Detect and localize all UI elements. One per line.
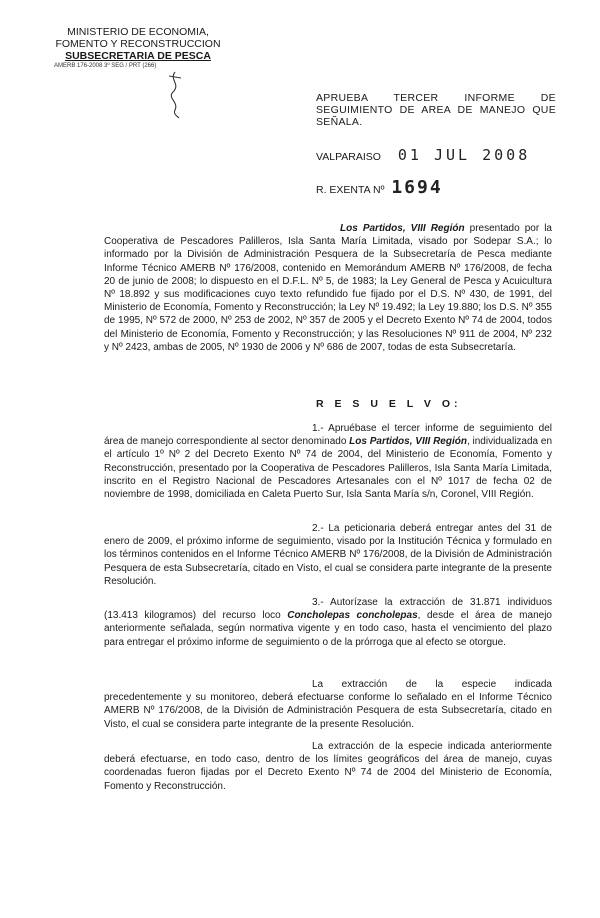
date-stamp: 01 JUL 2008 [397,146,531,164]
resolution-subject: APRUEBA TERCER INFORME DE SEGUIMIENTO DE AREA DE MANEJO QUE SEÑALA. [316,92,556,128]
visto-paragraph [104,222,552,354]
handwritten-mark-icon [155,70,195,120]
article-1 [104,422,552,501]
article-3-text-b: , desde el área de manejo anteriormente señalada, según normativa vigente y en todo caso, hasta el vencimiento del plazo para entregar el próximo informe de seguimiento o de la prórroga que al efecto se otorgue. [104,610,552,648]
ministry-subname: FOMENTO Y RECONSTRUCCION [55,38,221,50]
resolution-number-line [316,177,443,198]
resolution-number: 1694 [391,177,443,198]
date-place: VALPARAISO [316,151,381,163]
article-1-emphasis: Los Partidos, VIII Región [349,436,467,448]
article-3 [104,596,552,649]
ministry-name: MINISTERIO DE ECONOMIA, [67,26,209,38]
paragraph-extraction-monitoring: La extracción de la especie indicada precedentemente y su monitoreo, deberá efectuarse conforme lo señalado en el Informe Técnico AMERB Nº 176/2008, de la División de Administración Pesquera de esta Subsecretaría, citado en Visto, el cual se considera parte integrante de la presente Resolución. [104,679,552,730]
visto-emphasis: Los Partidos, VIII Región [340,223,465,234]
reference-code: AMERB 176-2008 3º SEG / PRT (266) [54,63,157,69]
article-1-text-b: , individualizada en el artículo 1º Nº 2 del Decreto Exento Nº 74 de 2004, del Ministerio de Economía, Fomento y Reconstrucción, presentado por la Cooperativa de Pescadores Palilleros, Isla Santa María Limitada, inscrito en el Registro Nacional de Pescadores Artesanales con el Nº 1017 de fecha 02 de noviembre de 1998, domiciliada en Caleta Puerto Sur, Isla Santa María s/n, Coronel, VIII Región. [104,436,553,501]
date-line [316,146,530,164]
subsecretaria-name: SUBSECRETARIA DE PESCA [65,50,211,62]
article-2: 2.- La peticionaria deberá entregar antes del 31 de enero de 2009, el próximo informe de seguimiento, visado por la Institución Técnica y formulado en los términos contenidos en el Informe Técnico AMERB Nº 176/2008, de la División de Administración Pesquera de esta Subsecretaría, citado en Visto, el cual se considera parte integrante de la presente Resolución. [104,523,552,587]
article-3-emphasis: Concholepas concholepas [287,610,418,622]
paragraph-extraction-limits: La extracción de la especie indicada anteriormente deberá efectuarse, en todo caso, dentro de los límites geográficos del área de manejo, cuyas coordenadas fueron fijadas por el Decreto Exento Nº 74 de 2004 del Ministerio de Economía, Fomento y Reconstrucción. [104,741,552,792]
article-3-text-a: 3.- Autorízase la extracción de 31.871 individuos (13.413 kilogramos) del recurso loco [104,597,552,622]
resuelvo-heading: R E S U E L V O: [316,398,462,410]
visto-text-b: presentado por la Cooperativa de Pescadores Palilleros, Isla Santa María Limitada, visado por Sodepar S.A.; lo informado por la División de Administración Pesquera de la Subsecretaría de Pesca mediante Informe Técnico AMERB Nº 176/2008, contenido en Memorándum AMERB Nº 176/2008, de fecha 20 de junio de 2008; lo dispuesto en el D.F.L. Nº 5, de 1983; la Ley General de Pesca y Acuicultura Nº 18.892 y sus modificaciones cuyo texto refundido fue fijado por el D.S. Nº 430, de 1991, del Ministerio de Economía, Fomento y Reconstrucción; la Ley Nº 19.492; la Ley 19.880; los D.S. Nº 355 de 1995, Nº 572 de 2000, Nº 253 de 2002, Nº 357 de 2005 y el Decreto Exento Nº 74 de 2004, todos del Ministerio de Economía, Fomento y Reconstrucción; y las Resoluciones Nº 911 de 2004, Nº 232 y Nº 2423, ambas de 2005, Nº 1930 de 2006 y Nº 686 de 2007, todas de esta Subsecretaría. [104,223,552,353]
letterhead [48,26,228,70]
article-1-text-a: 1.- Apruébase el tercer informe de seguimiento del área de manejo correspondiente al sector denominado [104,423,552,448]
resolution-label: R. EXENTA Nº [316,184,385,196]
